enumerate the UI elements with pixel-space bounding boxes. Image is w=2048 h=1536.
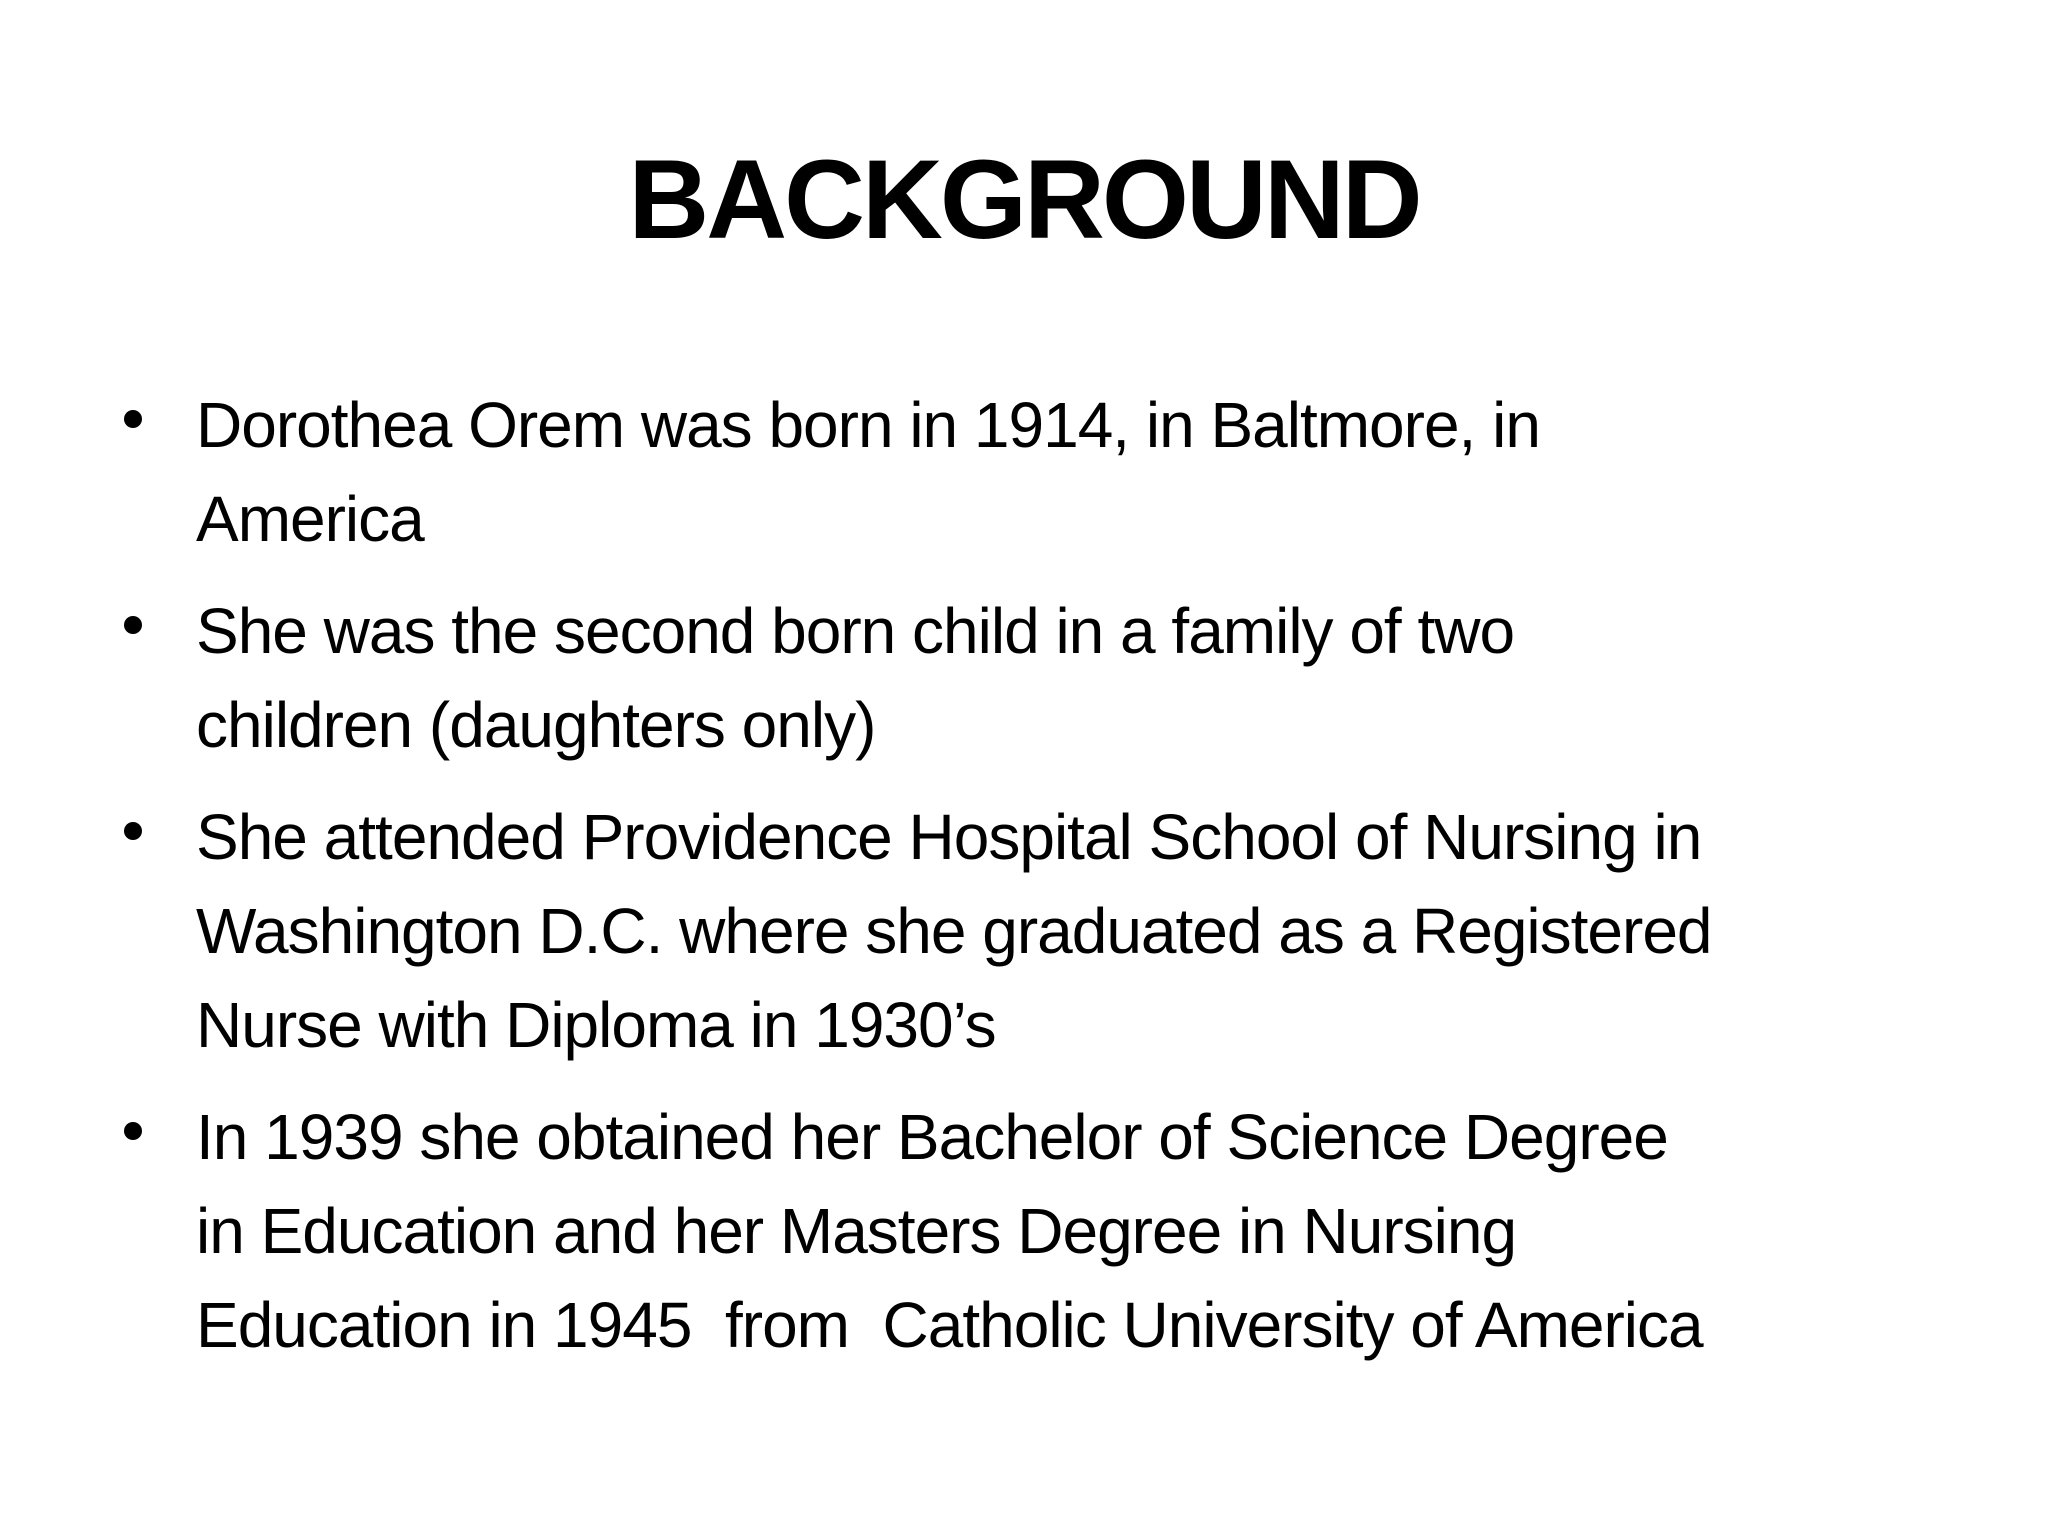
- bullet-item: [120, 1090, 1950, 1372]
- bullet-text-line: in Education and her Masters Degree in Nursing: [196, 1195, 1517, 1267]
- bullet-text-line: She attended Providence Hospital School of Nursing in: [196, 801, 1702, 873]
- bullet-item: [120, 378, 1950, 566]
- bullet-text-line: Dorothea Orem was born in 1914, in Baltmore, in: [196, 389, 1540, 461]
- bullet-dot-icon: [124, 616, 142, 634]
- slide-title: BACKGROUND: [628, 137, 1420, 262]
- bullet-dot-icon: [124, 822, 142, 840]
- bullet-text-line: In 1939 she obtained her Bachelor of Science Degree: [196, 1101, 1668, 1173]
- bullet-item: [120, 584, 1950, 772]
- bullet-text-line: She was the second born child in a family of two: [196, 595, 1515, 667]
- bullet-text-line: Nurse with Diploma in 1930’s: [196, 989, 996, 1061]
- bullet-list: [120, 378, 1950, 1390]
- bullet-item: [120, 790, 1950, 1072]
- bullet-text-line: children (daughters only): [196, 689, 876, 761]
- bullet-text-line: Washington D.C. where she graduated as a Registered: [196, 895, 1712, 967]
- bullet-dot-icon: [124, 410, 142, 428]
- bullet-text-line: America: [196, 483, 424, 555]
- bullet-dot-icon: [124, 1122, 142, 1140]
- bullet-text-line: Education in 1945 from Catholic University of America: [196, 1289, 1703, 1361]
